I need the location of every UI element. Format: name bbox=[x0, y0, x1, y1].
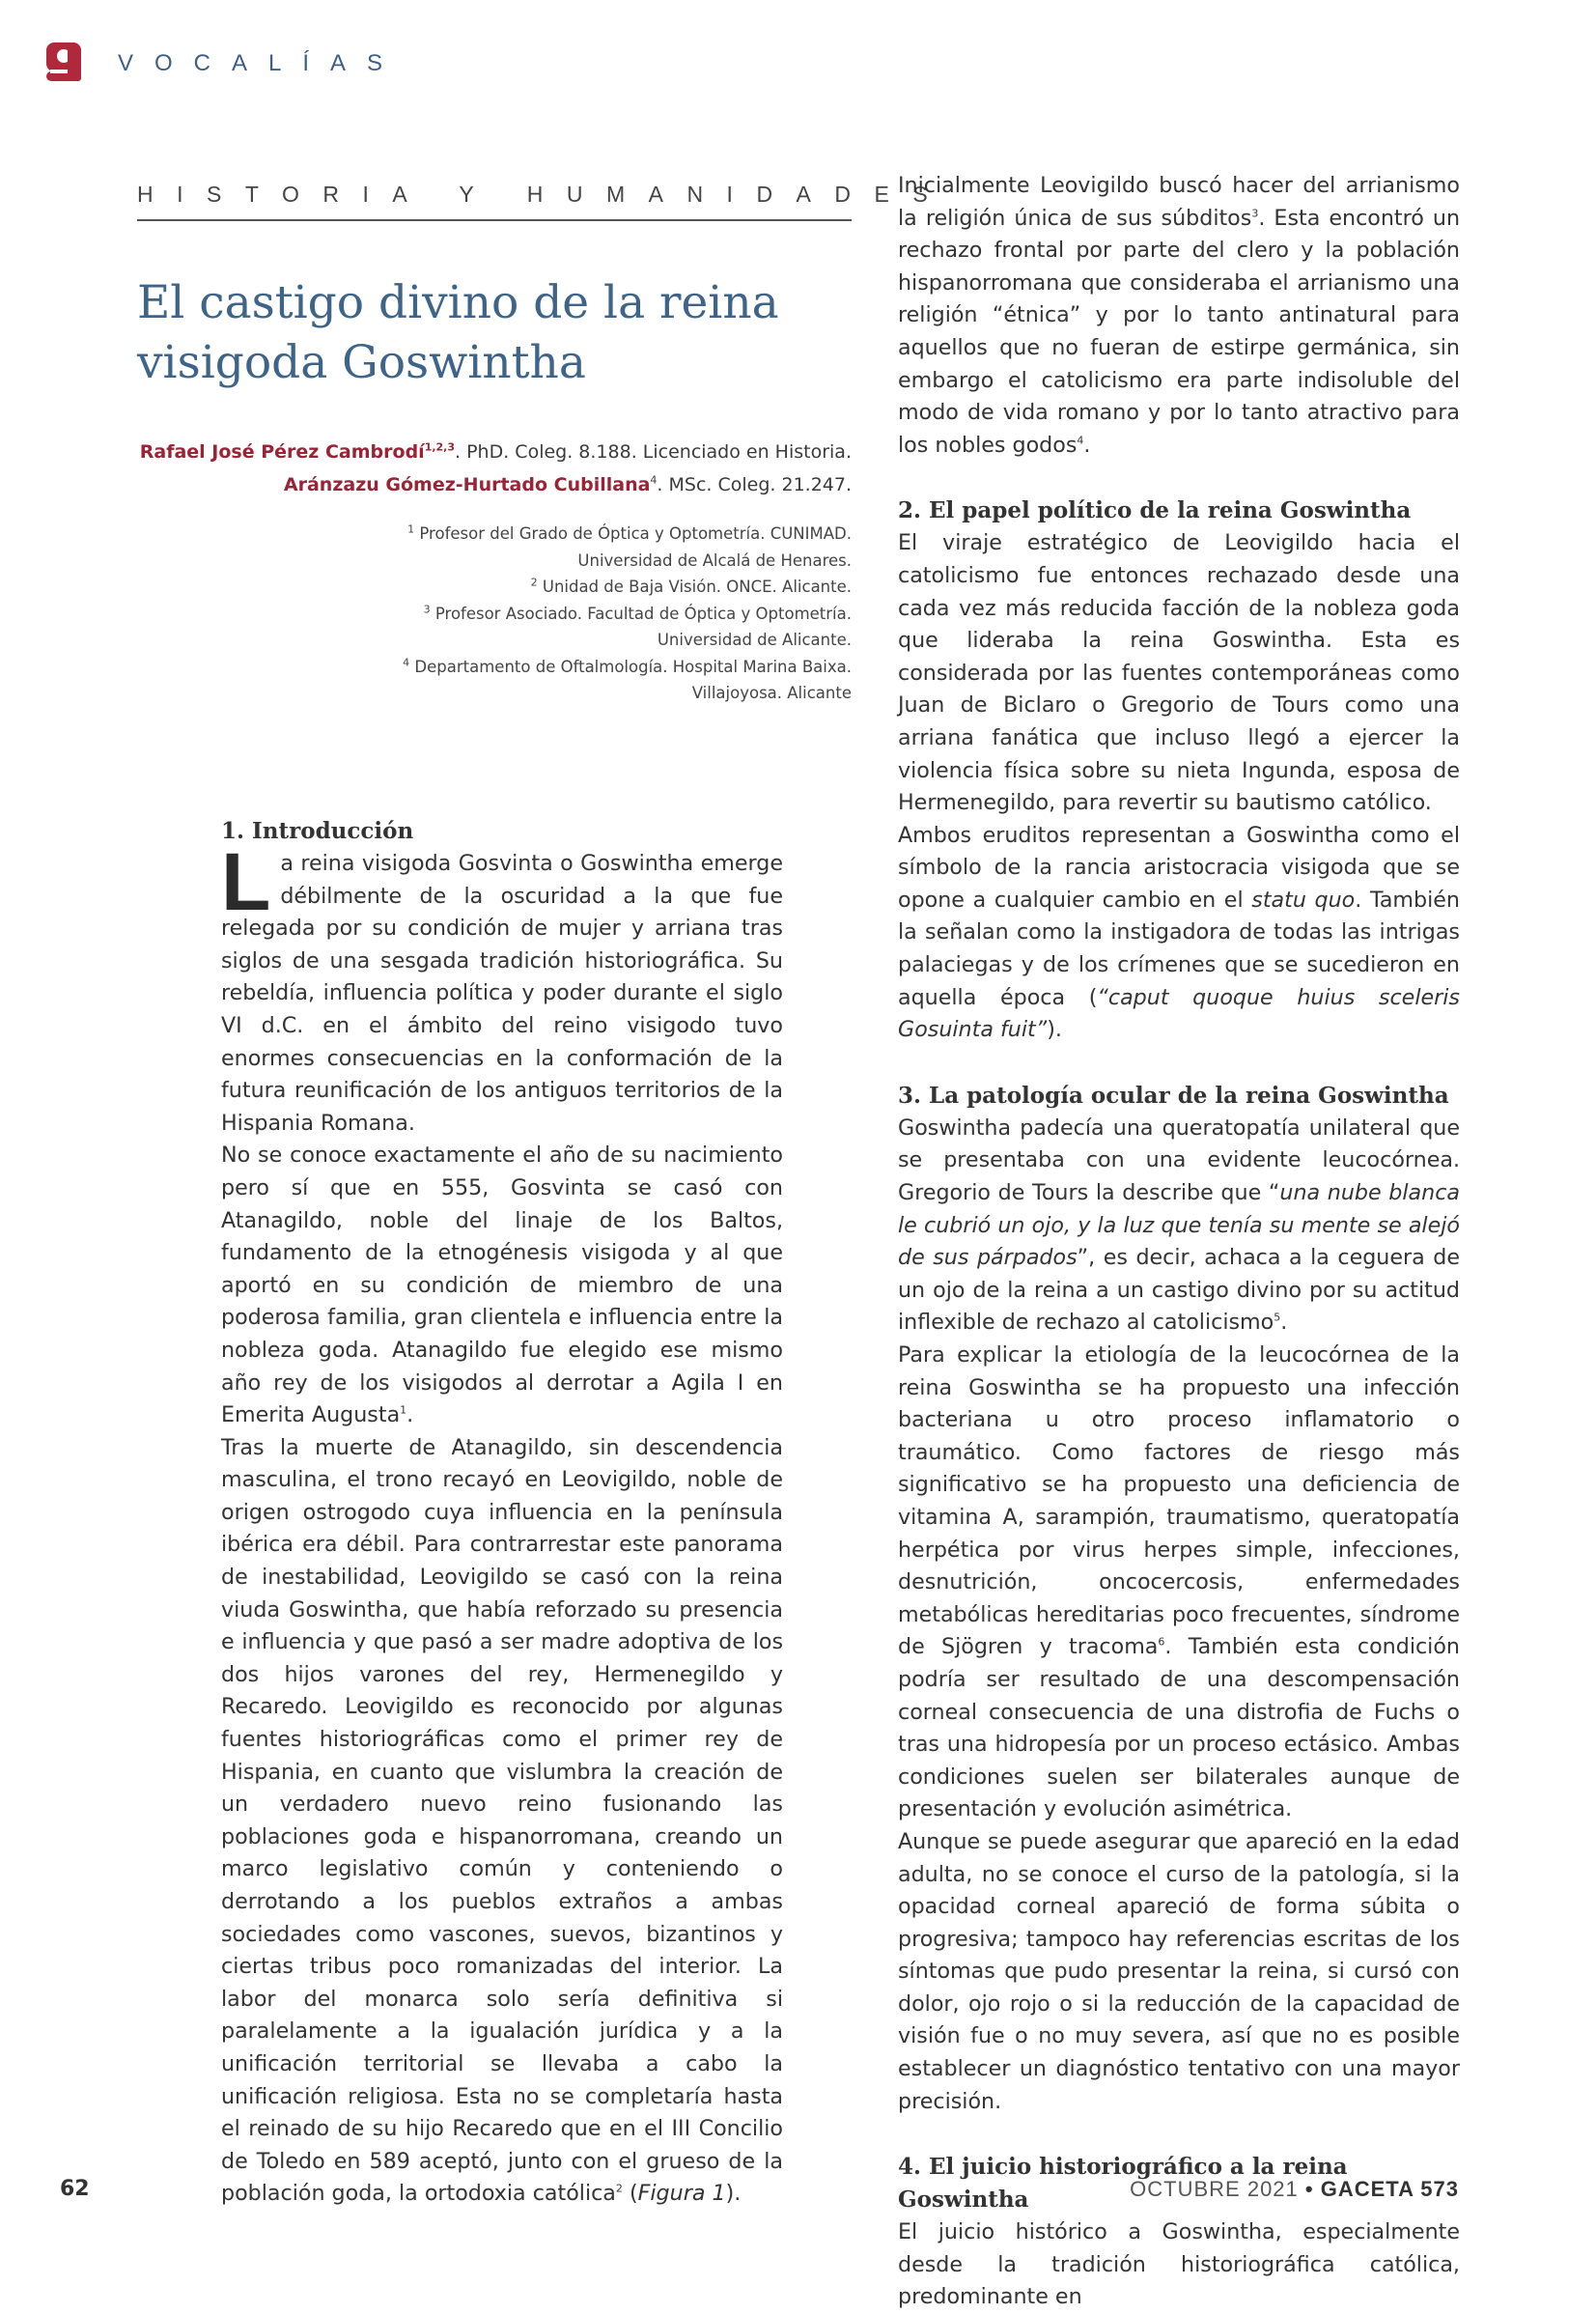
article-category: HISTORIA Y HUMANIDADES bbox=[137, 182, 852, 221]
reference-mark: 1 bbox=[400, 1403, 407, 1417]
drop-cap: L bbox=[221, 836, 271, 927]
affiliation-line: $^4$ Departamento de Oftalmología. Hospital Marina Baixa. bbox=[403, 656, 852, 676]
paragraph: No se conoce exactamente el año de su nacimiento pero sí que en 555, Gosvinta se casó con Atanagildo, noble del linaje de los Baltos, fundamento de la etnogénesis visigoda y al que aportó en su condición de miembro de una poderosa familia, gran clientela e influencia entre la nobleza goda. Atanagildo fue elegido ese mismo año rey de los visigodos al derrotar a Agila I en Emerita Augusta$^1$. bbox=[221, 1143, 783, 1428]
affiliation-line: Universidad de Alicante. bbox=[657, 631, 852, 649]
paragraph: Inicialmente Leovigildo buscó hacer del arrianismo la religión única de sus súbditos$^3$. Esta encontró un rechazo frontal por parte del clero y la población hispanorromana que consideraba el arrianismo una religión “étnica” y por lo tanto antinatural para aquellos que no fueran de estirpe germánica, sin embargo el catolicismo era parte indisoluble del modo de vida romano y por lo tanto atractivo para los nobles godos$^4$. bbox=[898, 173, 1461, 458]
author-credentials: . PhD. Coleg. 8.188. Licenciado en Historia. bbox=[455, 441, 852, 463]
paragraph: Aunque se puede asegurar que apareció en la edad adulta, no se conoce el curso de la patología, si la opacidad corneal apareció de forma súbita o progresiva; tampoco hay referencias escritas de los síntomas que pudo presentar la reina, si cursó con dolor, ojo rojo o si la reducción de la capacidad de visión fue o no muy severa, así que no es posible establecer un diagnóstico tentativo con una mayor precisión. bbox=[898, 1828, 1460, 2114]
magazine-name: GACETA 573 bbox=[1320, 2177, 1459, 2201]
author-list bbox=[137, 436, 852, 501]
bullet-separator: • bbox=[1304, 2177, 1314, 2201]
paragraph: Tras la muerte de Atanagildo, sin descendencia masculina, el trono recayó en Leovigildo, noble de origen ostrogodo cuya influencia en la península ibérica era débil. Para contrarrestar este panorama de inestabilidad, Leovigildo se casó con la reina viuda Goswintha, que había reforzado su presencia e influencia y que pasó a ser madre adoptiva de los dos hijos varones del rey, Hermenegildo y Recaredo. Leovigildo es reconocido por algunas fuentes historiográficas como el primer rey de Hispania, en cuanto que vislumbra la creación de un verdadero nuevo reino fusionando las poblaciones goda e hispanorromana, creando un marco legislativo común y conteniendo o derrotando a los pueblos extraños a ambas sociedades como vascones, suevos, bizantinos y ciertas tribus poco romanizadas del interior. La labor del monarca solo sería definitiva si paralelamente a la igualación jurídica y a la unificación territorial se llevaba a cabo la unificación religiosa. Esta no se completaría hasta el reinado de su hijo Recaredo que en el III Concilio de Toledo en 589 aceptó, junto con el grueso de la población goda, la ortodoxia católica$^2$ (Figura 1). bbox=[221, 1434, 783, 2207]
article-title: El castigo divino de la reina visigoda Goswintha bbox=[137, 276, 779, 389]
author-name: Aránzazu Gómez-Hurtado Cubillana bbox=[283, 474, 651, 495]
section-heading: 2. El papel político de la reina Goswintha bbox=[898, 497, 1412, 524]
latin-quote: “caput quoque huius sceleris Gosuinta fuit” bbox=[898, 984, 1460, 1043]
paragraph: La reina visigoda Gosvinta o Goswintha emerge débilmente de la oscuridad a la que fue relegada por su condición de mujer y arriana tras siglos de una sesgada tradición historiográfica. Su rebeldía, influencia política y poder durante el siglo VI d.C. en el ámbito del reino visigodo tuvo enormes consecuencias en la conformación de la futura reunificación de los antiguos territorios de la Hispania Romana. bbox=[221, 836, 783, 1136]
paragraph: El viraje estratégico de Leovigildo hacia el catolicismo fue entonces rechazado desde una cada vez más reducida facción de la nobleza goda que lideraba la reina Goswintha. Esta es considerada por las fuentes contemporáneas como Juan de Biclaro o Gregorio de Tours como una arriana fanática que incluso llegó a ejercer la violencia física sobre su nieta Ingunda, esposa de Hermenegildo, para revertir su bautismo católico. bbox=[898, 530, 1460, 816]
paragraph: Ambos eruditos representan a Goswintha como el símbolo de la rancia aristocracia visigoda que se opone a cualquier cambio en el statu quo. También la señalan como la instigadora de todas las intrigas palaciegas y de los crímenes que se sucedieron en aquella época (“caput quoque huius sceleris Gosuinta fuit”). bbox=[898, 822, 1460, 1043]
author-affiliation-marks: 4 bbox=[650, 473, 658, 487]
quote: una nube blanca le cubrió un ojo, y la luz que tenía su mente se alejó de sus párpados bbox=[898, 1180, 1461, 1271]
page-number: 62 bbox=[60, 2177, 90, 2201]
body-column-left bbox=[221, 815, 783, 2211]
article-header bbox=[137, 182, 952, 707]
author-line bbox=[137, 468, 852, 501]
affiliation-line: $^3$ Profesor Asociado. Facultad de Óptica y Optometría. bbox=[423, 603, 852, 623]
paragraph: Para explicar la etiología de la leucocórnea de la reina Goswintha se ha propuesto una infección bacteriana u otro proceso inflamatorio o traumático. Como factores de riesgo más significativo se ha propuesto una deficiencia de vitamina A, sarampión, traumatismo, queratopatía herpética por virus herpes simple, infecciones, desnutrición, oncocercosis, enfermedades metabólicas hereditarias poco frecuentes, síndrome de Sjögren y tracoma$^6$. También esta condición podría ser resultado de una descompensación corneal consecuencia de una distrofia de Fuchs o tras una hidropesía por un proceso ectásico. Ambas condiciones suelen ser bilaterales aunque de presentación y evolución asimétrica. bbox=[898, 1342, 1460, 1822]
reference-mark: 5 bbox=[1274, 1312, 1281, 1325]
reference-mark: 3 bbox=[1251, 207, 1259, 220]
affiliation-list bbox=[137, 521, 852, 707]
gaceta-logo-icon bbox=[46, 42, 81, 81]
author-name: Rafael José Pérez Cambrodí bbox=[139, 441, 425, 463]
paragraph: Goswintha padecía una queratopatía unilateral que se presentaba con una evidente leucocórnea. Gregorio de Tours la describe que “una nube blanca le cubrió un ojo, y la luz que tenía su mente se alejó de sus párpados”, es decir, achaca a la ceguera de un ojo de la reina a un castigo divino por su actitud inflexible de rechazo al catolicismo$^5$. bbox=[898, 1115, 1461, 1336]
affiliation-line: Universidad de Alcalá de Henares. bbox=[577, 550, 852, 570]
paragraph: El juicio histórico a Goswintha, especialmente desde la tradición historiográfica católica, predominante en bbox=[898, 2219, 1460, 2310]
author-affiliation-marks: 1,2,3 bbox=[424, 440, 456, 454]
section-heading: 1. Introducción bbox=[221, 818, 414, 844]
section-heading: 3. La patología ocular de la reina Goswintha bbox=[898, 1082, 1449, 1109]
section-label: VOCALÍAS bbox=[118, 50, 405, 76]
section-heading: 4. El juicio historiográfico a la reina Goswintha bbox=[898, 2154, 1348, 2214]
affiliation-line: $^2$ Unidad de Baja Visión. ONCE. Alicante. bbox=[530, 576, 852, 596]
reference-mark: 2 bbox=[615, 2182, 623, 2195]
reference-mark: 6 bbox=[1158, 1635, 1165, 1649]
issue-info bbox=[1130, 2177, 1459, 2202]
reference-mark: 4 bbox=[1077, 434, 1084, 447]
figure-reference: Figura 1 bbox=[637, 2181, 726, 2207]
affiliation-line: Villajoyosa. Alicante bbox=[691, 684, 852, 702]
author-line bbox=[137, 436, 852, 468]
affiliation-line: $^1$ Profesor del Grado de Óptica y Optometría. CUNIMAD. bbox=[407, 522, 852, 543]
author-credentials: . MSc. Coleg. 21.247. bbox=[657, 474, 852, 495]
issue-date: OCTUBRE 2021 bbox=[1130, 2177, 1299, 2201]
body-column-right bbox=[898, 170, 1460, 2314]
